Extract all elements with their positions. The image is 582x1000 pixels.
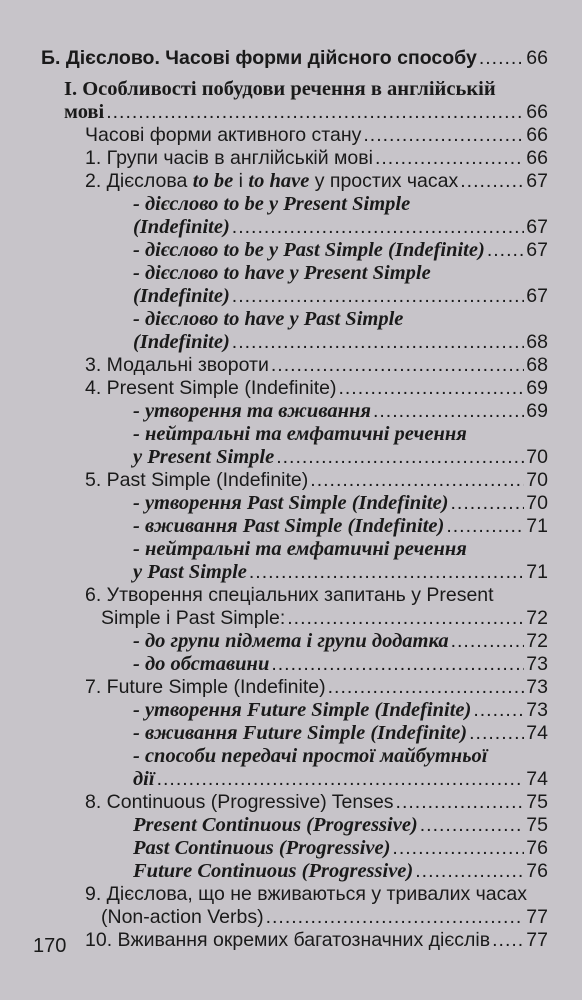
toc-entry-item-5c-1: [133, 538, 548, 560]
toc-entry-text: - дієслово to be у Present Simple: [133, 193, 411, 215]
toc-entry-item-4: [85, 377, 548, 399]
dot-leader: [266, 906, 525, 928]
toc-entry-item-2: [85, 170, 548, 192]
toc-page-ref: 74: [526, 722, 548, 744]
dot-leader: [249, 561, 524, 583]
dot-leader: [328, 676, 525, 698]
toc-entry-part1-title-2: [64, 101, 548, 123]
toc-entry-text: - дієслово to have у Past Simple: [133, 308, 404, 330]
dot-leader: [310, 469, 524, 491]
dot-leader: [392, 837, 524, 859]
toc-entry-text: - нейтральні та емфатичні речення: [133, 423, 467, 445]
toc-entry-text: 5. Past Simple (Indefinite): [85, 469, 309, 491]
toc-entry-item-2d-1: [133, 308, 548, 330]
dot-leader: [469, 722, 524, 744]
dot-leader: [157, 768, 525, 790]
toc-page-ref: 71: [526, 561, 548, 583]
toc-entry-part1-title-1: [64, 78, 548, 100]
dot-leader: [415, 860, 524, 882]
toc-entry-text: - утворення Past Simple (Indefinite): [133, 492, 449, 514]
toc-entry-text: (Indefinite): [133, 285, 230, 307]
dot-leader: [375, 147, 524, 169]
toc-page-ref: 67: [526, 239, 548, 261]
toc-entry-item-10: [85, 929, 548, 951]
toc-entry-item-2c-1: [133, 262, 548, 284]
toc-entry-text: - дієслово to have у Present Simple: [133, 262, 431, 284]
toc-entry-item-1: [85, 147, 548, 169]
dot-leader: [396, 791, 525, 813]
dot-leader: [106, 101, 524, 123]
toc-entry-text: - вживання Past Simple (Indefinite): [133, 515, 445, 537]
toc-entry-item-4b-1: [133, 423, 548, 445]
toc-entry-text: І. Особливості побудови речення в англійській: [64, 78, 496, 100]
toc-page-ref: 74: [526, 768, 548, 790]
toc-page-ref: 72: [526, 607, 548, 629]
dot-leader: [373, 400, 524, 422]
toc-entry-text: Б. Дієслово. Часові форми дійсного способу: [41, 47, 477, 69]
dot-leader: [479, 47, 524, 69]
toc-page-ref: 66: [526, 47, 548, 69]
toc-entry-item-5a: [133, 492, 548, 514]
toc-page-ref: 69: [526, 377, 548, 399]
toc-entry-text: 10. Вживання окремих багатозначних дієслів: [85, 929, 491, 951]
dot-leader: [363, 124, 524, 146]
toc-entry-item-6a: [133, 630, 548, 652]
toc-page-ref: 67: [526, 216, 548, 238]
dot-leader: [487, 239, 524, 261]
toc-entry-item-2a-1: [133, 193, 548, 215]
toc-page-ref: 68: [526, 354, 548, 376]
toc-entry-item-7: [85, 676, 548, 698]
toc-page-ref: 76: [526, 837, 548, 859]
toc-entry-item-8a: [133, 814, 548, 836]
toc-page-ref: 77: [526, 906, 548, 928]
toc-page-ref: 75: [526, 791, 548, 813]
toc-page-ref: 68: [526, 331, 548, 353]
toc-page-ref: 66: [526, 101, 548, 123]
toc-entry-item-2b: [133, 239, 548, 261]
toc-page-ref: 77: [526, 929, 548, 951]
dot-leader: [276, 446, 524, 468]
toc-entry-item-2d-2: [133, 331, 548, 353]
toc-entry-text: - утворення та вживання: [133, 400, 371, 422]
dot-leader: [232, 285, 525, 307]
toc-entry-item-7a: [133, 699, 548, 721]
toc-entry-item-7c-2: [133, 768, 548, 790]
toc-page-ref: 72: [526, 630, 548, 652]
toc-entry-item-5: [85, 469, 548, 491]
toc-entry-text: - вживання Future Simple (Indefinite): [133, 722, 468, 744]
toc-entry-text: 9. Дієслова, що не вживаються у тривалих часах: [85, 883, 527, 905]
toc-entry-item-7b: [133, 722, 548, 744]
dot-leader: [492, 929, 524, 951]
dot-leader: [271, 354, 524, 376]
toc-entry-item-2a-2: [133, 216, 548, 238]
toc-page-ref: 70: [526, 469, 548, 491]
toc-entry-item-6b: [133, 653, 548, 675]
toc-entry-text: 8. Continuous (Progressive) Tenses: [85, 791, 394, 813]
toc-entry-item-8c: [133, 860, 548, 882]
toc-entry-item-2c-2: [133, 285, 548, 307]
toc-entry-item-9-1: [85, 883, 548, 905]
toc-entry-item-4b-2: [133, 446, 548, 468]
toc-page-ref: 70: [526, 492, 548, 514]
toc-entry-text: - дієслово to be у Past Simple (Indefinite): [133, 239, 485, 261]
toc-page-ref: 73: [526, 699, 548, 721]
toc-entry-text: (Indefinite): [133, 331, 230, 353]
toc-entry-text: у Past Simple: [133, 561, 247, 583]
toc-page-ref: 73: [526, 653, 548, 675]
dot-leader: [232, 331, 525, 353]
toc-entry-text: 2. Дієслова to be і to have у простих часах: [85, 170, 459, 192]
toc-page-ref: 67: [526, 170, 548, 192]
toc-page-ref: 73: [526, 676, 548, 698]
toc-page-ref: 66: [526, 147, 548, 169]
toc-entry-text: Past Continuous (Progressive): [133, 837, 391, 859]
toc-entry-item-9-2: [101, 906, 548, 928]
toc-entry-text: Future Continuous (Progressive): [133, 860, 414, 882]
toc-page-ref: 76: [526, 860, 548, 882]
toc-entry-text: 6. Утворення спеціальних запитань у Present: [85, 584, 494, 606]
toc-entry-text: Часові форми активного стану: [85, 124, 362, 146]
dot-leader: [287, 607, 524, 629]
dot-leader: [420, 814, 525, 836]
toc-entry-active-forms: [85, 124, 548, 146]
toc-entry-item-6-2: [101, 607, 548, 629]
toc-entry-text: у Present Simple: [133, 446, 275, 468]
dot-leader: [451, 492, 525, 514]
toc-entry-item-5c-2: [133, 561, 548, 583]
toc-page-ref: 70: [526, 446, 548, 468]
toc-entry-text: - до групи підмета і групи додатка: [133, 630, 449, 652]
toc-entry-text: 3. Модальні звороти: [85, 354, 269, 376]
toc-entry-text: (Non-action Verbs): [101, 906, 264, 928]
dot-leader: [460, 170, 524, 192]
toc-page-ref: 69: [526, 400, 548, 422]
dot-leader: [271, 653, 524, 675]
dot-leader: [473, 699, 524, 721]
toc-entry-text: - до обставини: [133, 653, 270, 675]
toc-page-ref: 75: [526, 814, 548, 836]
dot-leader: [451, 630, 525, 652]
toc-entry-item-6-1: [85, 584, 548, 606]
toc-entry-item-8b: [133, 837, 548, 859]
toc-entry-item-8: [85, 791, 548, 813]
toc-entry-text: 7. Future Simple (Indefinite): [85, 676, 326, 698]
toc-entry-text: 1. Групи часів в англійській мові: [85, 147, 373, 169]
toc-entry-text: дії: [133, 768, 155, 790]
dot-leader: [446, 515, 524, 537]
toc-entry-item-3: [85, 354, 548, 376]
toc-entry-item-4a: [133, 400, 548, 422]
toc-entry-text: (Indefinite): [133, 216, 230, 238]
page-number: 170: [33, 935, 67, 957]
toc-entry-text: - нейтральні та емфатичні речення: [133, 538, 467, 560]
toc-entry-b-header: [41, 47, 548, 69]
dot-leader: [338, 377, 524, 399]
toc-entry-item-7c-1: [133, 745, 548, 767]
toc-page-ref: 67: [526, 285, 548, 307]
toc-entry-text: 4. Present Simple (Indefinite): [85, 377, 337, 399]
toc-entry-text: Present Continuous (Progressive): [133, 814, 418, 836]
toc-entry-item-5b: [133, 515, 548, 537]
dot-leader: [232, 216, 525, 238]
toc-entry-text: - утворення Future Simple (Indefinite): [133, 699, 472, 721]
toc-entry-text: Simple і Past Simple:: [101, 607, 286, 629]
toc-entry-text: мові: [64, 101, 105, 123]
toc-page-ref: 71: [526, 515, 548, 537]
toc-entry-text: - способи передачі простої майбутньої: [133, 745, 488, 767]
toc-page-ref: 66: [526, 124, 548, 146]
